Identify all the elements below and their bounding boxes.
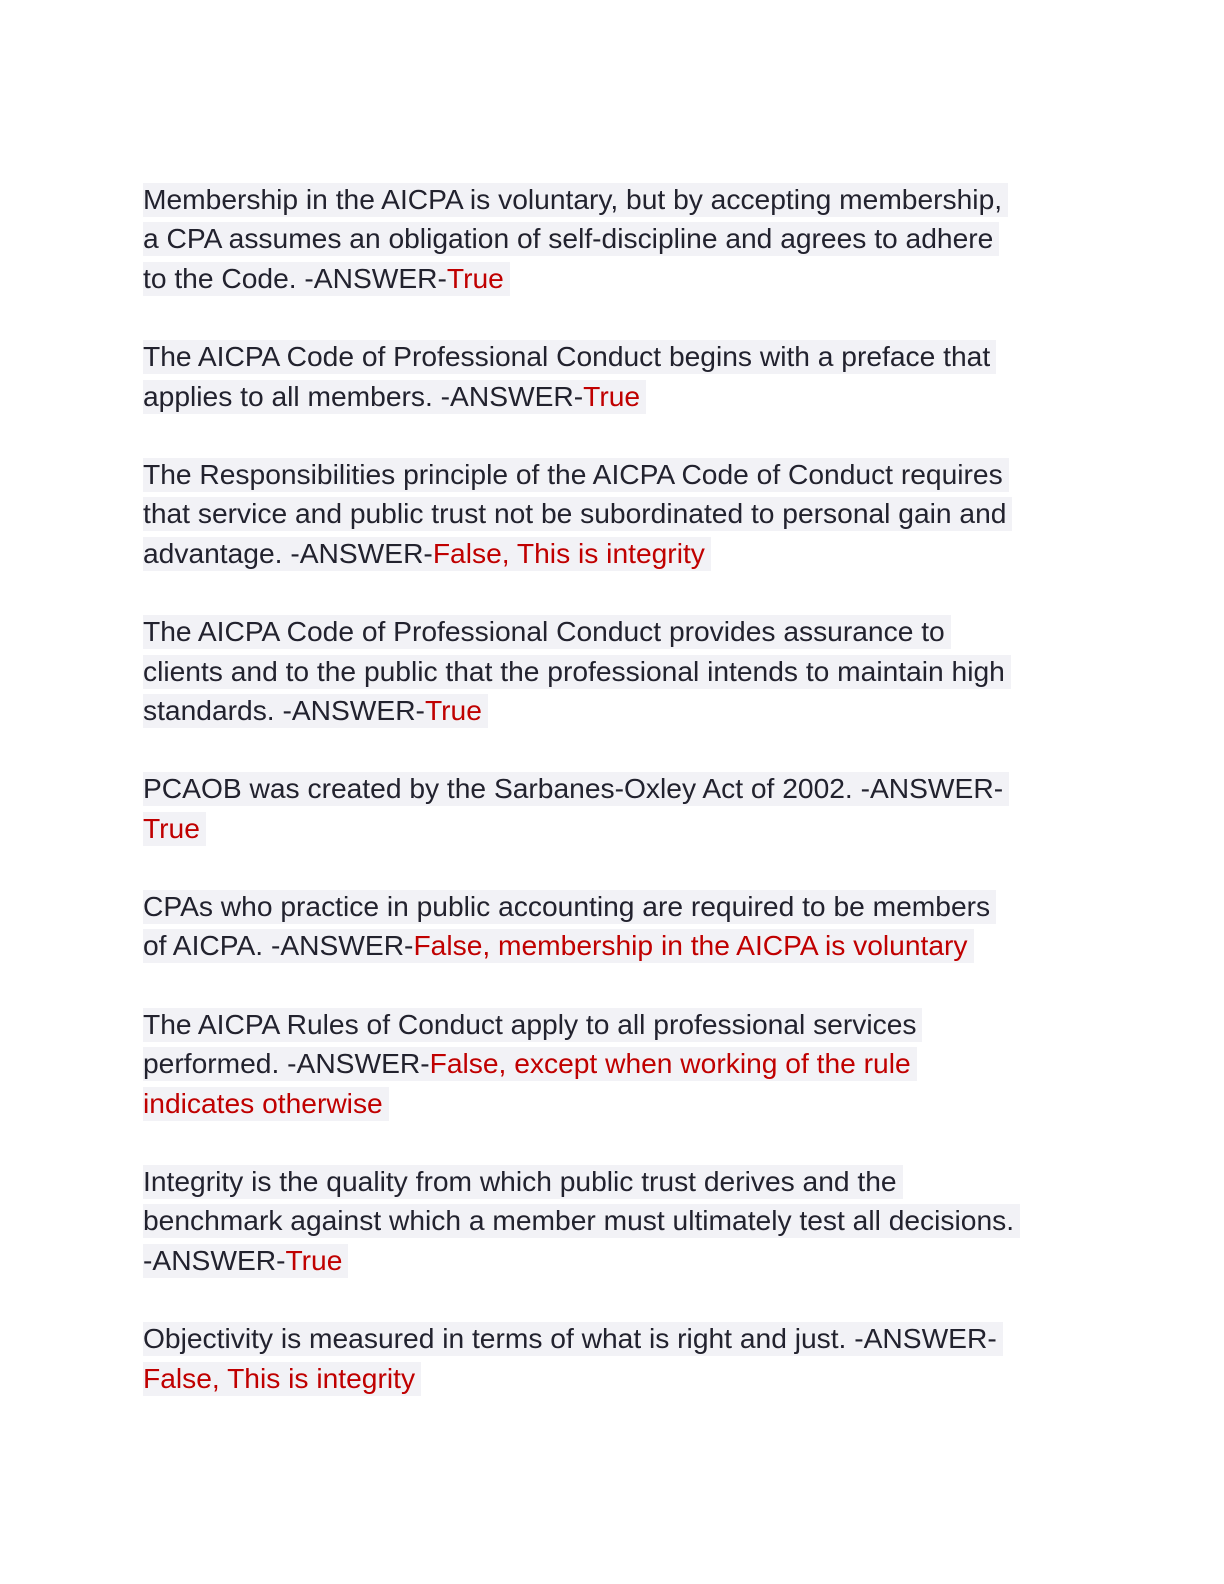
question-text: Integrity is the quality from which public trust derives and the xyxy=(143,1165,897,1198)
qa-item xyxy=(143,1005,1073,1123)
text-line xyxy=(143,612,1073,651)
text-line xyxy=(143,769,1073,808)
text-line xyxy=(143,1044,1073,1083)
text-line xyxy=(143,1084,1073,1123)
line-highlight xyxy=(143,1008,922,1042)
text-line xyxy=(143,534,1073,573)
question-text: that service and public trust not be subordinated to personal gain and xyxy=(143,497,1007,530)
qa-item xyxy=(143,337,1073,416)
line-highlight xyxy=(143,1362,421,1396)
text-line xyxy=(143,691,1073,730)
answer-text: False, membership in the AICPA is voluntary xyxy=(413,929,968,962)
question-text: standards. -ANSWER- xyxy=(143,693,425,726)
line-highlight xyxy=(143,537,711,571)
line-highlight xyxy=(143,497,1012,531)
question-text: -ANSWER- xyxy=(143,1243,286,1276)
text-line xyxy=(143,219,1073,258)
line-highlight xyxy=(143,929,974,963)
question-text: clients and to the public that the professional intends to maintain high xyxy=(143,654,1005,687)
qa-item xyxy=(143,1319,1073,1398)
text-line xyxy=(143,1005,1073,1044)
line-highlight xyxy=(143,183,1008,217)
text-line xyxy=(143,1162,1073,1201)
text-line xyxy=(143,180,1073,219)
qa-item xyxy=(143,455,1073,573)
question-text: benchmark against which a member must ultimately test all decisions. xyxy=(143,1204,1015,1237)
line-highlight xyxy=(143,1047,917,1081)
line-highlight xyxy=(143,340,996,374)
text-line xyxy=(143,809,1073,848)
qa-item xyxy=(143,180,1073,298)
text-line xyxy=(143,259,1073,298)
line-highlight xyxy=(143,772,1009,806)
question-text: a CPA assumes an obligation of self-discipline and agrees to adhere xyxy=(143,222,994,255)
question-text: The AICPA Code of Professional Conduct provides assurance to xyxy=(143,615,945,648)
text-line xyxy=(143,1201,1073,1240)
line-highlight xyxy=(143,222,999,256)
text-line xyxy=(143,1319,1073,1358)
line-highlight xyxy=(143,615,951,649)
answer-text: True xyxy=(583,379,641,412)
line-highlight xyxy=(143,1087,389,1121)
answer-text: False, This is integrity xyxy=(432,536,705,569)
line-highlight xyxy=(143,812,206,846)
question-text: Membership in the AICPA is voluntary, but by accepting membership, xyxy=(143,183,1003,215)
answer-text: True xyxy=(424,693,482,726)
question-text: CPAs who practice in public accounting are required to be members xyxy=(143,890,991,923)
qa-item xyxy=(143,769,1073,848)
answer-text: False, except when working of the rule xyxy=(429,1047,911,1080)
question-text: The Responsibilities principle of the AICPA Code of Conduct requires xyxy=(143,457,1003,490)
answer-text: True xyxy=(446,261,504,294)
question-text: Objectivity is measured in terms of what is right and just. -ANSWER- xyxy=(143,1322,997,1355)
question-text: of AICPA. -ANSWER- xyxy=(143,929,414,962)
text-line xyxy=(143,1241,1073,1280)
line-highlight xyxy=(143,1165,903,1199)
question-text: performed. -ANSWER- xyxy=(143,1047,430,1080)
line-highlight xyxy=(143,458,1009,492)
answer-text: indicates otherwise xyxy=(143,1086,383,1119)
text-line xyxy=(143,494,1073,533)
text-line xyxy=(143,377,1073,416)
question-text: The AICPA Code of Professional Conduct begins with a preface that xyxy=(143,340,991,373)
answer-text: False, This is integrity xyxy=(143,1361,416,1394)
answer-text: True xyxy=(285,1243,343,1276)
text-line xyxy=(143,652,1073,691)
line-highlight xyxy=(143,694,488,728)
question-text: to the Code. -ANSWER- xyxy=(143,261,447,294)
line-highlight xyxy=(143,380,646,414)
qa-item xyxy=(143,1162,1073,1280)
text-line xyxy=(143,926,1073,965)
text-line xyxy=(143,1359,1073,1398)
question-text: The AICPA Rules of Conduct apply to all professional services xyxy=(143,1007,917,1040)
text-line xyxy=(143,455,1073,494)
line-highlight xyxy=(143,1204,1020,1238)
line-highlight xyxy=(143,655,1011,689)
answer-text: True xyxy=(143,811,200,844)
line-highlight xyxy=(143,1244,348,1278)
qa-item xyxy=(143,612,1073,730)
line-highlight xyxy=(143,262,510,296)
text-line xyxy=(143,887,1073,926)
line-highlight xyxy=(143,890,996,924)
document-page xyxy=(143,180,1073,1437)
question-text: applies to all members. -ANSWER- xyxy=(143,379,584,412)
text-line xyxy=(143,337,1073,376)
qa-item xyxy=(143,887,1073,966)
question-text: PCAOB was created by the Sarbanes-Oxley Act of 2002. -ANSWER- xyxy=(143,772,1004,805)
line-highlight xyxy=(143,1322,1003,1356)
question-text: advantage. -ANSWER- xyxy=(143,536,433,569)
